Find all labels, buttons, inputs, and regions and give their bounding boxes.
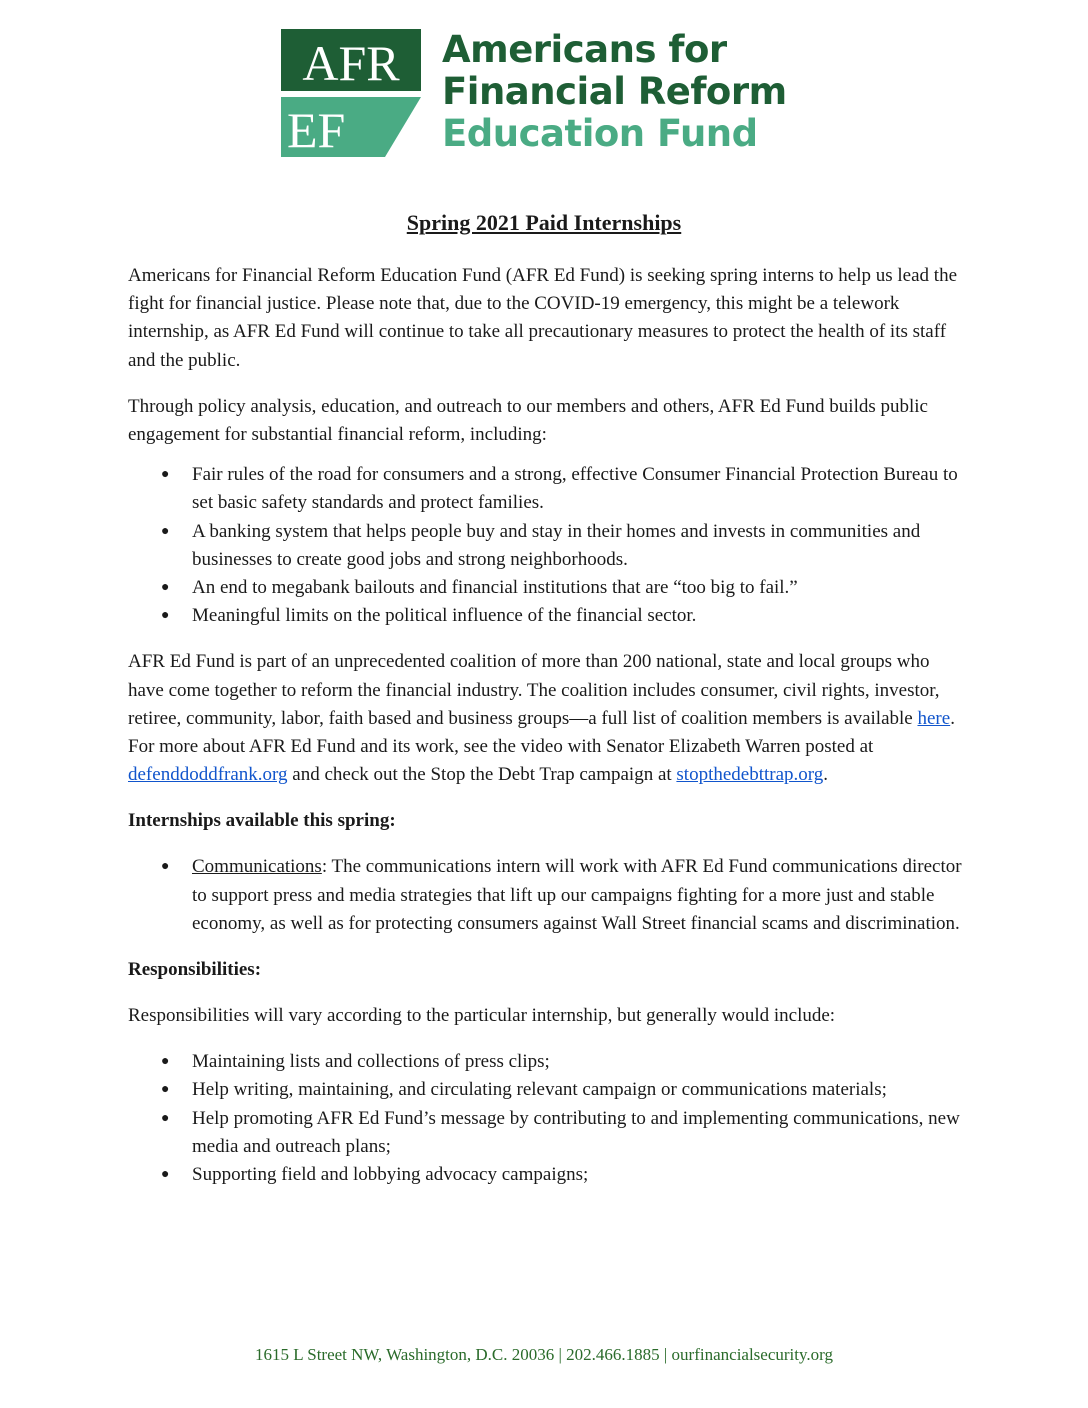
intro-paragraph: Americans for Financial Reform Education Fund (AFR Ed Fund) is seeking spring interns to help us lead the fight for financial justice. Please note that, due to the COVID-19 emergency, this might be a telework internship, as AFR Ed Fund will continue to take all precautionary measures to protect the health of its staff and the public. (128, 265, 957, 371)
logo-mark-top: AFR (302, 35, 400, 91)
list-item: ● Maintaining lists and collections of press clips; (128, 1048, 968, 1076)
logo-wordmark (442, 29, 787, 155)
list-item: ● Help writing, maintaining, and circulating relevant campaign or communications materials; (128, 1076, 968, 1104)
logo-mark-bottom: EF (287, 102, 346, 157)
internships-list (128, 853, 968, 938)
logo-line-2: Financial Reform (442, 70, 787, 113)
logo-line-1: Americans for (442, 28, 727, 71)
list-item: ● A banking system that helps people buy and stay in their homes and invests in communities and businesses to create good jobs and strong neighborhoods. (128, 518, 968, 574)
page-footer: 1615 L Street NW, Washington, D.C. 20036 | 202.466.1885 | ourfinancialsecurity.org (254, 1345, 834, 1364)
responsibilities-heading: Responsibilities: (128, 959, 262, 981)
stopthedebttrap-link[interactable]: stopthedebttrap.org (676, 764, 824, 786)
internship-name: Communications (192, 856, 322, 878)
policy-list (128, 461, 968, 630)
bullet-icon: ● (161, 859, 170, 875)
bullet-icon: ● (161, 523, 170, 539)
afr-ef-logo (281, 29, 801, 157)
responsibilities-list (128, 1048, 968, 1189)
list-item: ● Help promoting AFR Ed Fund’s message by contributing to and implementing communications, new media and outreach plans; (128, 1105, 968, 1161)
internship-description: : The communications intern will work with AFR Ed Fund communications director to support press and media strategies that lift up our campaigns fighting for a more just and stable economy, as well as for protecting consumers against Wall Street financial scams and discrimination. (192, 856, 962, 934)
bullet-icon: ● (161, 1167, 170, 1183)
bullet-icon: ● (161, 467, 170, 483)
list-item: ● Fair rules of the road for consumers and a strong, effective Consumer Financial Protection Bureau to set basic safety standards and protect families. (128, 461, 968, 517)
bullet-icon: ● (161, 1110, 170, 1126)
bullet-icon: ● (161, 580, 170, 596)
responsibilities-intro: Responsibilities will vary according to the particular internship, but generally would include: (128, 1005, 836, 1027)
afr-ef-logo-mark (281, 29, 421, 157)
defenddoddfrank-link[interactable]: defenddoddfrank.org (128, 764, 288, 786)
coalition-members-link[interactable]: here (917, 707, 951, 729)
coalition-paragraph: AFR Ed Fund is part of an unprecedented coalition of more than 200 national, state and local groups who have come together to reform the financial industry. The coalition includes consumer, civil rights, investor, retiree, community, labor, faith based and business groups—a full list of coalition members is available here. For more about AFR Ed Fund and its work, see the video with Senator Elizabeth Warren posted at defenddoddfrank.org and check out the Stop the Debt Trap campaign at stopthedebttrap.org. (128, 651, 955, 786)
list-item: ● Supporting field and lobbying advocacy campaigns; (128, 1161, 968, 1189)
bullet-icon: ● (161, 1054, 170, 1070)
list-item: ● Meaningful limits on the political influence of the financial sector. (128, 602, 968, 630)
policy-intro-paragraph: Through policy analysis, education, and outreach to our members and others, AFR Ed Fund builds public engagement for substantial financial reform, including: (128, 395, 928, 446)
internships-heading: Internships available this spring: (128, 810, 396, 832)
bullet-icon: ● (161, 608, 170, 624)
bullet-icon: ● (161, 1082, 170, 1098)
list-item (128, 853, 968, 938)
page-title: Spring 2021 Paid Internships (406, 210, 682, 235)
document-body (128, 262, 968, 1207)
logo-line-3: Education Fund (442, 112, 758, 155)
list-item: ● An end to megabank bailouts and financial institutions that are “too big to fail.” (128, 574, 968, 602)
